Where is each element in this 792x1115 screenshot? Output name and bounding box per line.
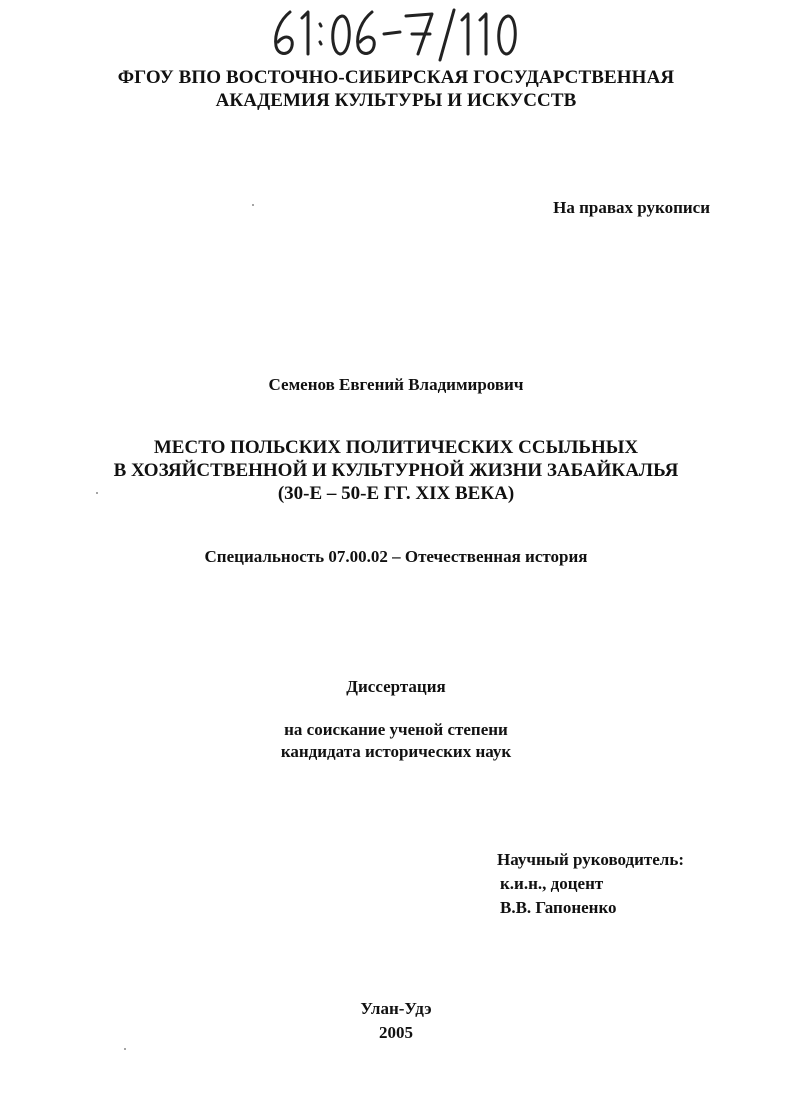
degree-line-1: на соискание ученой степени (284, 720, 508, 739)
scan-speck (124, 1048, 126, 1050)
author-name (0, 373, 792, 396)
dissertation-title (0, 436, 792, 505)
scan-speck (96, 492, 98, 494)
title-line-2: В ХОЗЯЙСТВЕННОЙ И КУЛЬТУРНОЙ ЖИЗНИ ЗАБАЙКАЛЬЯ (113, 460, 679, 481)
year: 2005 (379, 1023, 413, 1042)
supervisor-name: В.В. Гапоненко (500, 898, 617, 917)
title-line-3: (30-Е – 50-Е ГГ. XIX ВЕКА) (277, 483, 515, 504)
place-and-year (0, 997, 792, 1045)
author-line: Семенов Евгений Владимирович (268, 375, 524, 394)
supervisor (497, 848, 684, 920)
institution-name (0, 66, 792, 112)
title-line-1: МЕСТО ПОЛЬСКИХ ПОЛИТИЧЕСКИХ ССЫЛЬНЫХ (153, 437, 639, 458)
institution-line-2: АКАДЕМИЯ КУЛЬТУРЫ И ИСКУССТВ (215, 90, 577, 111)
supervisor-rank: к.и.н., доцент (500, 874, 604, 893)
institution-line-1: ФГОУ ВПО ВОСТОЧНО-СИБИРСКАЯ ГОСУДАРСТВЕННАЯ (117, 67, 675, 88)
place: Улан-Удэ (360, 999, 432, 1018)
manuscript-note: На правах рукописи (553, 198, 710, 217)
work-type (0, 675, 792, 698)
supervisor-label: Научный руководитель: (497, 850, 684, 869)
degree-line-2: кандидата исторических наук (280, 742, 512, 761)
work-type-line: Диссертация (346, 677, 446, 696)
handwritten-archive-code (268, 4, 528, 62)
speciality (0, 545, 792, 568)
speciality-line: Специальность 07.00.02 – Отечественная история (204, 547, 588, 566)
degree (0, 719, 792, 763)
scan-speck (252, 204, 254, 206)
